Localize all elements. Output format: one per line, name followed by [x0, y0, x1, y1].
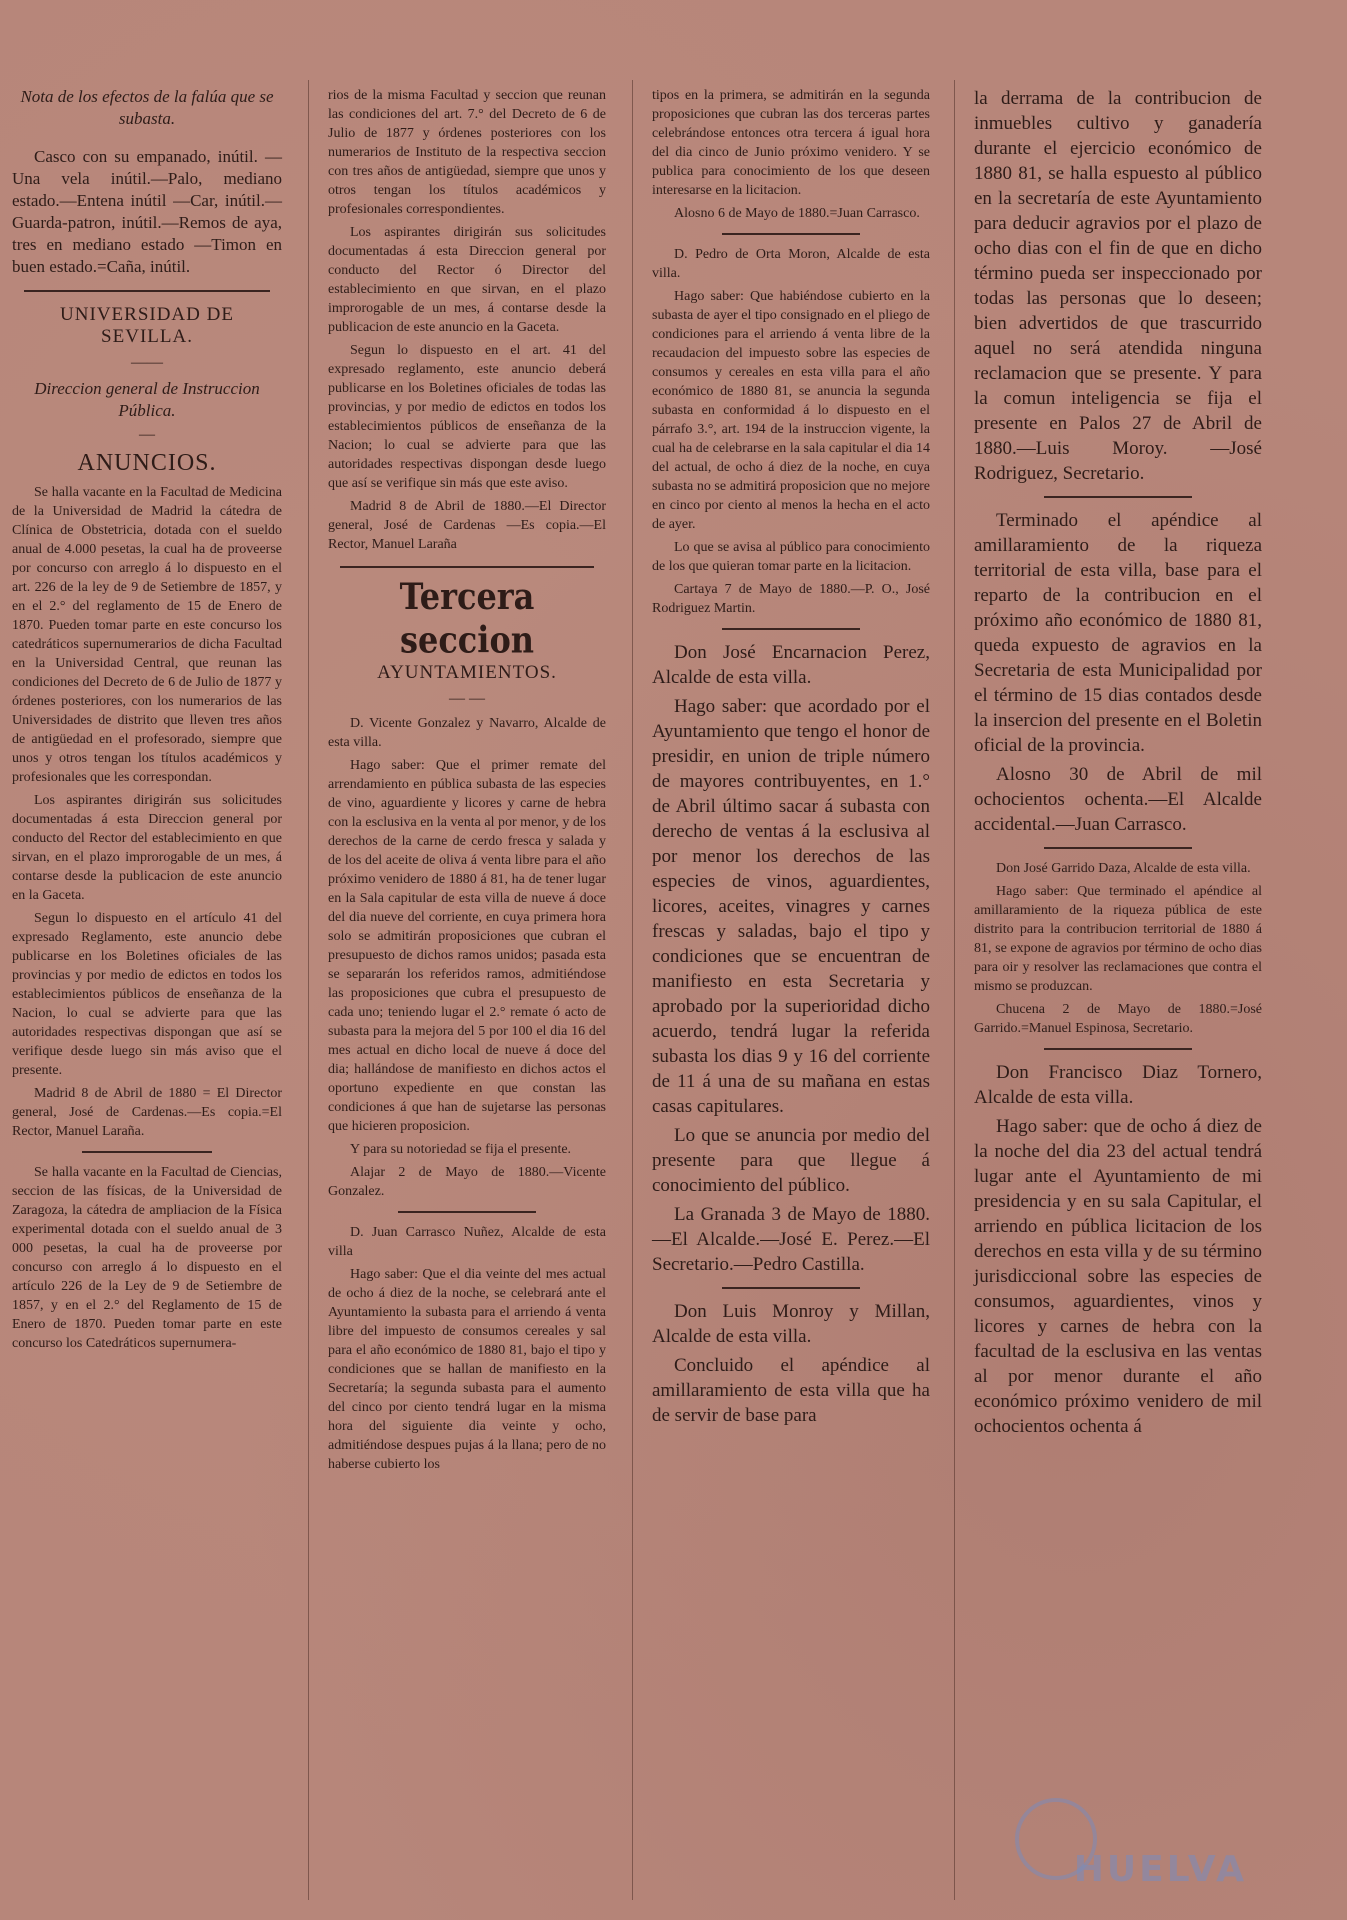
rule — [722, 628, 860, 630]
rule — [722, 233, 860, 235]
notice-heading: Don José Encarnacion Perez, Alcalde de esta villa. — [652, 642, 930, 688]
notice-signature: Cartaya 7 de Mayo de 1880.—P. O., José Rodriguez Martin. — [652, 582, 930, 616]
rule — [1044, 496, 1192, 498]
notice-body: Hago saber: que de ocho á diez de la noche del dia 23 del actual tendrá lugar ante el Ayuntamiento de mi presidencia y en su sala Capitular, el arriendo en pública licitacion de los derechos en esta villa y de su término jurisdiccional sobre las especies de consumos, aguardientes, vinos y licores y carnes de hebra con la facultad de la esclusiva en las ventas al por menor durante el año económico próximo venidero de mil ochocientos ochenta á — [974, 1116, 1262, 1437]
notice-signature: Alosno 6 de Mayo de 1880.=Juan Carrasco. — [674, 206, 920, 221]
column-2 — [322, 86, 612, 1906]
notice-body: Hago saber: Que habiéndose cubierto en la subasta de ayer el tipo consignado en el pliego de condiciones para el arriendo á venta libre de la recaudacion del impuesto sobre las especies de consumos y cereales en esta villa para el año económico de 1880 81, se anuncia la segunda subasta en conformidad á lo dispuesto en el párrafo 3.°, art. 194 de la instruccion vigente, la cual ha de celebrarse en la sala capitular el dia 14 del actual, de ocho á diez de la noche, en cuya subasta no se admitirá proposicion que no mejore en cinco por ciento al menos la hecha en el acto de ayer. — [652, 289, 930, 532]
ayuntamientos-heading: AYUNTAMIENTOS. — [377, 662, 557, 683]
column-divider — [954, 80, 955, 1900]
notice-body: Hago saber: Que el primer remate del arrendamiento en pública subasta de las especies de vino, aguardiente y licores y carne de hebra con la esclusiva en la venta al por menor, y de los derechos de la carne de cerdo fresca y salada y de los del aceite de oliva á venta libre para el año próximo venidero de 1880 á 81, ha de tener lugar en la Sala capitular de esta villa de nueve á doce del dia nueve del corriente, en cuya primera hora solo se admitirán proposiciones que cubran el presupuesto de dichos ramos unidos; pasada esta se separarán los referidos ramos, admitiéndose las proposiciones que cubra el presupuesto de cada uno; teniendo lugar el 2.° remate ó acto de subasta para la mejora del 5 por 100 el dia 16 del mes actual en dicho local de nueve á doce del dia; hallándose de manifiesto en dichos actos el oportuno expediente en que constan las condiciones á que han de sujetarse las personas que hicieren proposicion. — [328, 758, 606, 1134]
notice-signature: Alajar 2 de Mayo de 1880.—Vicente Gonzalez. — [328, 1165, 606, 1199]
notice-body: Concluido el apéndice al amillaramiento de esta villa que ha de servir de base para — [652, 1355, 930, 1426]
divider-dash: —— — [131, 354, 163, 371]
notice-body: Terminado el apéndice al amillaramiento de la riqueza territorial de esta villa, base para el reparto de la contribucion en el próximo año económico de 1880 81, queda expuesto de agravios en la Secretaria de esta Municipalidad por el término de 15 dias contados desde la insercion del presente en el Boletin oficial de la provincia. — [974, 510, 1262, 756]
anuncio-signature: Madrid 8 de Abril de 1880.—El Director general, José de Cardenas —Es copia.—El Rector, Manuel Laraña — [328, 499, 606, 552]
anuncio-paragraph: Segun lo dispuesto en el art. 41 del expresado reglamento, este anuncio deberá publicarse en los Boletines oficiales de todas las provincias, y por medio de edictos en todos los establecimientos públicos de enseñanza de la Nacion; lo cual se advierte para que las autoridades respectivas dispongan desde luego que así se verifique sin más que este aviso. — [328, 343, 606, 491]
rule — [82, 1151, 212, 1153]
column-divider — [308, 80, 309, 1900]
rule — [1044, 847, 1192, 849]
notice-body: Lo que se anuncia por medio del presente para que llegue á conocimiento del público. — [652, 1125, 930, 1196]
notice-body: Hago saber: Que el dia veinte del mes actual de ocho á diez de la noche, se celebrará ante el Ayuntamiento la subasta para el arriendo á venta libre del impuesto de consumos cereales y sal para el año económico de 1880 81, bajo el tipo y condiciones que se hallan de manifiesto en la Secretaría; la segunda subasta para el aumento del cinco por ciento tendrá lugar en la misma hora del siguiente dia veinte y ocho, admitiéndose despues pujas á la llana; pero de no haberse cubierto los — [328, 1267, 606, 1472]
rule — [1044, 1048, 1192, 1050]
notice-heading: Don Luis Monroy y Millan, Alcalde de esta villa. — [652, 1301, 930, 1347]
notice-body: Lo que se avisa al público para conocimiento de los que quieran tomar parte en la licitacion. — [652, 540, 930, 574]
anuncio-paragraph: Se halla vacante en la Facultad de Medicina de la Universidad de Madrid la cátedra de Clínica de Obstetricia, dotada con el sueldo anual de 4.000 pesetas, la cual ha de proveerse por concurso con arreglo á lo dispuesto en el art. 226 de la ley de 9 de Setiembre de 1857, y en el 2.° del reglamento de 15 de Enero de 1870. Pueden tomar parte en este concurso los catedráticos supernumerarios de dicha Facultad en la Universidad Central, que reunan las condiciones del Decreto de 6 de Julio de 1877 y órdenes posteriores, con los numerarios de las Universidades de distrito que lleven tres años de antigüedad en el profesorado, siempre que unos y otros tengan los títulos académicos y profesionales que les correspondan. — [12, 485, 282, 785]
anuncio-paragraph: Los aspirantes dirigirán sus solicitudes documentadas á esta Direccion general por conducto del Rector ó Director del establecimiento en que sirvan, en el plazo improrogable de un mes, á contarse desde la publicacion de este anuncio en la Gaceta. — [328, 225, 606, 335]
anuncio-signature: Madrid 8 de Abril de 1880 = El Director general, José de Cardenas.—Es copia.=El Rector, Manuel Laraña. — [12, 1086, 282, 1139]
university-heading: UNIVERSIDAD DE SEVILLA. — [60, 304, 234, 347]
rule — [722, 1287, 860, 1289]
notice-body: la derrama de la contribucion de inmuebles cultivo y ganadería durante el ejercicio económico de 1880 81, se halla espuesto al público en la secretaría de este Ayuntamiento para deducir agravios por el plazo de ocho dias con el fin de que en dicho término pueda ser inspeccionado por todas las personas que lo deseen; bien advertidos de que trascurrido aquel no será atendida ninguna reclamacion que se presente. Y para la comun inteligencia se fija el presente en Palos 27 de Abril de 1880.—Luis Moroy. —José Rodriguez, Secretario. — [974, 88, 1262, 484]
rule — [24, 290, 270, 292]
nota-title: Nota de los efectos de la falúa que se subasta. — [20, 87, 274, 128]
notice-heading: D. Vicente Gonzalez y Navarro, Alcalde de esta villa. — [328, 716, 606, 750]
column-3 — [646, 86, 936, 1906]
notice-signature: Alosno 30 de Abril de mil ochocientos ochenta.—El Alcalde accidental.—Juan Carrasco. — [974, 764, 1262, 835]
notice-heading: Don Francisco Diaz Tornero, Alcalde de esta villa. — [974, 1062, 1262, 1108]
anuncio-paragraph: rios de la misma Facultad y seccion que reunan las condiciones del art. 7.° del Decreto de 6 de Julio de 1877 y órdenes posteriores con los numerarios de Instituto de la respectiva seccion con tres años de antigüedad, siempre que unos y otros tengan los títulos académicos y profesionales correspondientes. — [328, 88, 606, 217]
notice-body: Y para su notoriedad se fija el presente. — [350, 1142, 572, 1157]
column-1 — [6, 86, 288, 1906]
section-title: Tercera seccion — [399, 574, 535, 662]
notice-body: Hago saber: que acordado por el Ayuntamiento que tengo el honor de presidir, en union de triple número de mayores contribuyentes, en 1.° de Abril último sacar á subasta con derecho de ventas á la esclusiva al por menor los derechos de las especies de vinos, aguardientes, licores, aceites, vinagres y carnes frescas y saladas, bajo el tipo y condiciones que se encuentran de manifiesto en esta Secretaria y aprobado por la superioridad dicho acuerdo, tendrá lugar la referida subasta los dias 9 y 16 del corriente de 11 á una de su mañana en estas casas capitulares. — [652, 696, 930, 1117]
anuncio-paragraph: Se halla vacante en la Facultad de Ciencias, seccion de las físicas, de la Universidad de Zaragoza, la cátedra de ampliacion de la Física experimental dotada con el sueldo anual de 3 000 pesetas, la cual ha de proveerse por concurso con arreglo á lo dispuesto en el artículo 226 de la Ley de 9 de Setiembre de 1857, y en el 2.° del Reglamento de 15 de Enero de 1870. Pueden tomar parte en este concurso los Catedráticos supernumera- — [12, 1165, 282, 1351]
anuncio-paragraph: Segun lo dispuesto en el artículo 41 del expresado Reglamento, este anuncio debe publicarse en los Boletines oficiales de las provincias y por medio de edictos en todos los establecimientos públicos de enseñanza de la Nacion, lo cual se advierte para que las autoridades respectivas dispongan que así se verifique desde luego sin más aviso que el presente. — [12, 911, 282, 1078]
notice-heading: Don José Garrido Daza, Alcalde de esta villa. — [996, 861, 1251, 876]
anuncios-heading: ANUNCIOS. — [77, 450, 217, 476]
anuncio-paragraph: Los aspirantes dirigirán sus solicitudes documentadas á esta Direccion general por conducto del Rector del establecimiento en que sirvan, en el plazo improrogable de un mes, á contarse desde la publicacion de este anuncio en la Gaceta. — [12, 793, 282, 903]
notice-body: Hago saber: Que terminado el apéndice al amillaramiento de la riqueza pública de este distrito para la contribucion territorial de 1880 á 81, se expone de agravios por término de ocho dias para oir y resolver las reclamaciones que contra el mismo se produzcan. — [974, 884, 1262, 994]
archive-watermark: HUELVA — [1073, 1849, 1247, 1890]
notice-heading: D. Pedro de Orta Moron, Alcalde de esta villa. — [652, 247, 930, 281]
rule — [398, 1211, 536, 1213]
divider-dash: — — [139, 426, 155, 443]
notice-signature: La Granada 3 de Mayo de 1880.—El Alcalde.—José E. Perez.—El Secretario.—Pedro Castilla. — [652, 1204, 930, 1275]
direccion-heading: Direccion general de Instruccion Pública. — [34, 379, 260, 420]
nota-body: Casco con su empanado, inútil. —Una vela inútil.—Palo, mediano estado.—Entena inútil —Car, inútil.—Guarda-patron, inútil.—Remos de aya, tres en mediano estado —Timon en buen estado.=Caña, inútil. — [12, 147, 282, 276]
divider-dash: — — — [449, 690, 485, 707]
notice-heading: D. Juan Carrasco Nuñez, Alcalde de esta villa — [328, 1225, 606, 1259]
column-4 — [968, 86, 1268, 1906]
column-divider — [632, 80, 633, 1900]
notice-body: tipos en la primera, se admitirán en la segunda proposiciones que cubran las dos terceras partes celebrándose entonces otra tercera á igual hora del dia cinco de Junio próximo venidero. Y se publica para conocimiento de los que deseen interesarse en la licitacion. — [652, 88, 930, 198]
rule — [340, 566, 594, 568]
notice-signature: Chucena 2 de Mayo de 1880.=José Garrido.=Manuel Espinosa, Secretario. — [974, 1002, 1262, 1036]
